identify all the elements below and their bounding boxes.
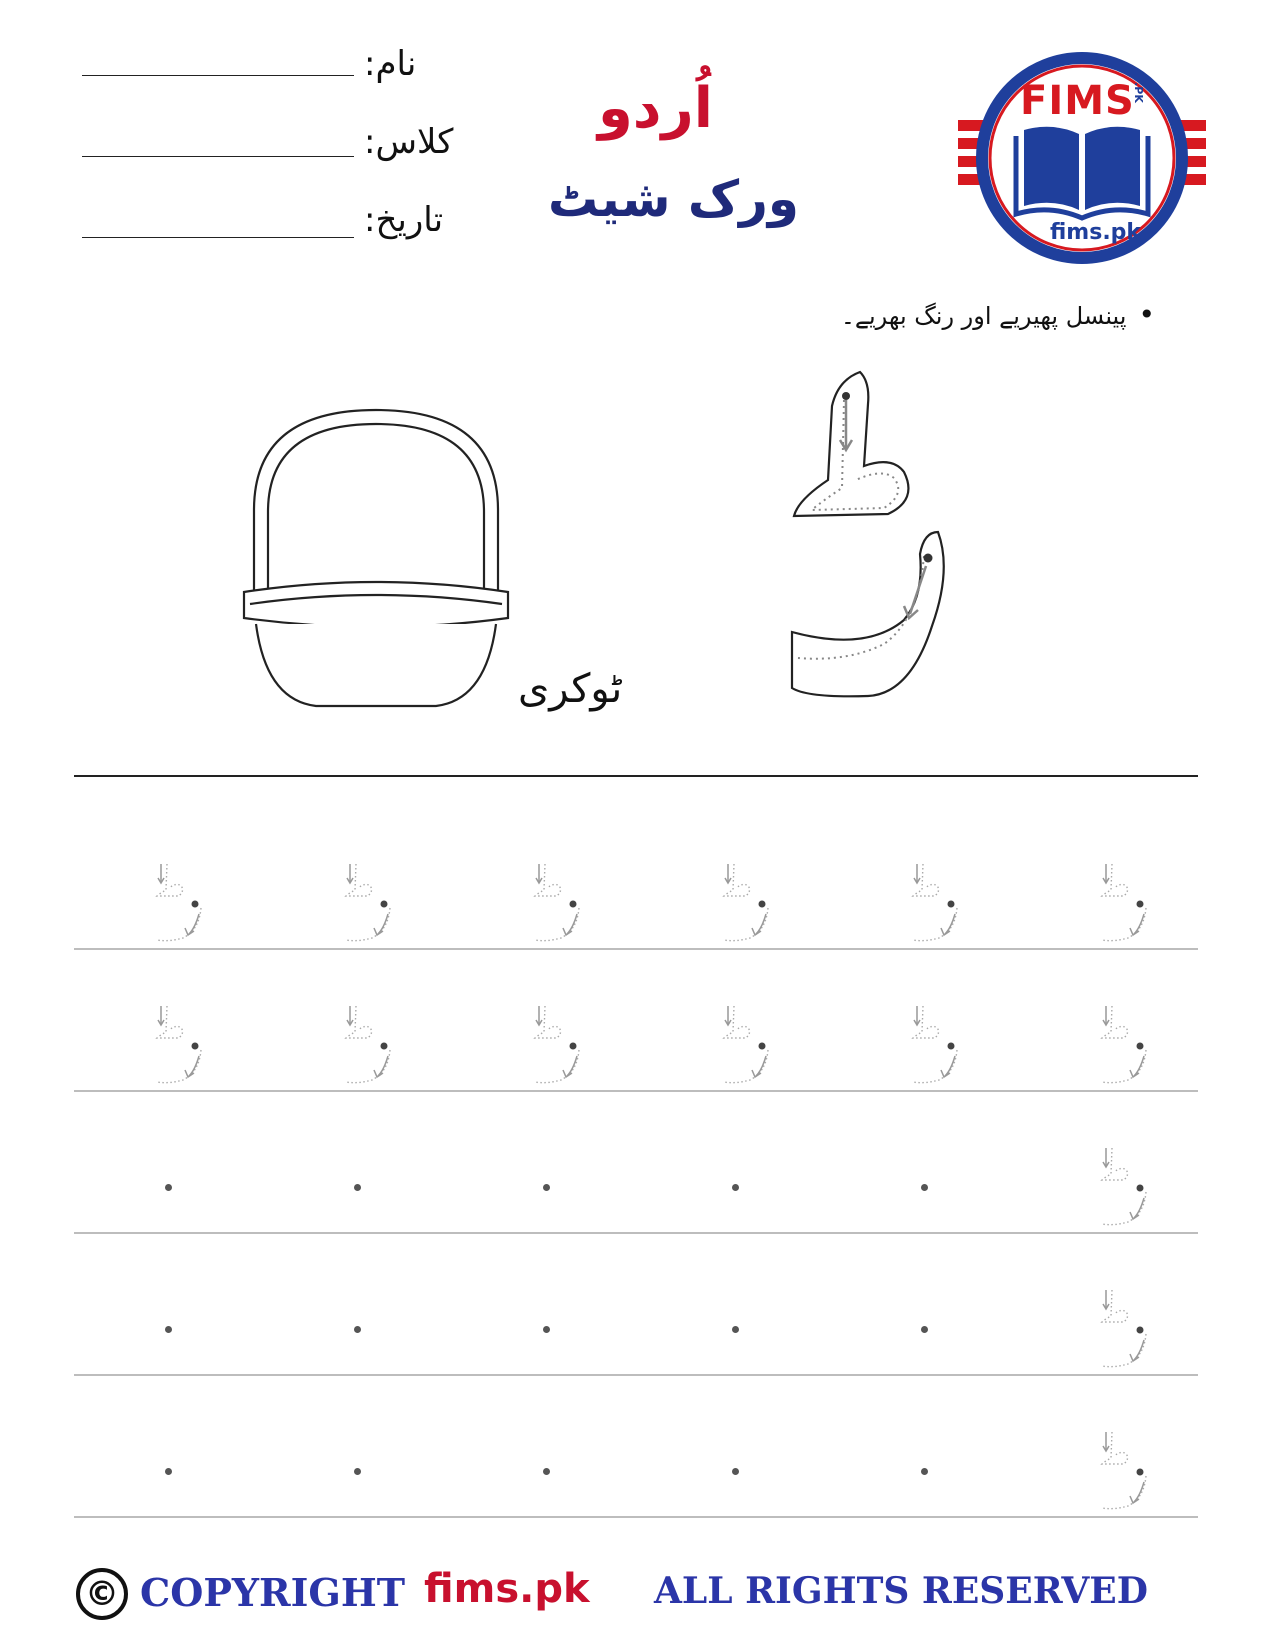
start-dot[interactable] — [354, 1468, 361, 1475]
picture-word: ٹوکری — [518, 666, 623, 712]
section-divider — [74, 775, 1198, 777]
start-dot[interactable] — [921, 1184, 928, 1191]
practice-baseline — [74, 1232, 1198, 1234]
start-dot[interactable] — [543, 1184, 550, 1191]
name-field-line[interactable] — [82, 75, 354, 76]
tracing-guide-icon[interactable] — [905, 1002, 965, 1092]
practice-baseline — [74, 1516, 1198, 1518]
tracing-guide-icon[interactable] — [716, 1002, 776, 1092]
start-dot[interactable] — [732, 1468, 739, 1475]
class-label: کلاس: — [364, 122, 454, 162]
instruction — [841, 298, 1155, 331]
title-urdu: اُردو — [598, 76, 713, 141]
tracing-guide-icon[interactable] — [338, 860, 398, 950]
title-worksheet: ورک شیٹ — [548, 170, 799, 228]
class-field-line[interactable] — [82, 156, 354, 157]
tracing-guide-icon[interactable] — [1094, 1002, 1154, 1092]
tracing-guide-icon[interactable] — [1094, 860, 1154, 950]
start-dot[interactable] — [921, 1468, 928, 1475]
instruction-text: پینسل پھیریے اور رنگ بھریے۔ — [840, 302, 1127, 330]
practice-baseline — [74, 948, 1198, 950]
date-label: تاریخ: — [364, 200, 444, 240]
tracing-guide-icon[interactable] — [1094, 1144, 1154, 1234]
start-dot[interactable] — [165, 1468, 172, 1475]
start-dot[interactable] — [165, 1184, 172, 1191]
tracing-guide-icon[interactable] — [1094, 1286, 1154, 1376]
tracing-guide-icon[interactable] — [1094, 1428, 1154, 1518]
start-dot[interactable] — [354, 1184, 361, 1191]
logo-brand-suffix: .PK — [1131, 82, 1145, 103]
copyright-label: COPYRIGHT — [140, 1570, 406, 1615]
name-label: نام: — [364, 44, 417, 84]
start-dot[interactable] — [543, 1468, 550, 1475]
date-field-line[interactable] — [82, 237, 354, 238]
start-dot[interactable] — [165, 1326, 172, 1333]
basket-icon — [236, 400, 516, 720]
instruction-bullet: • — [1138, 298, 1155, 331]
rights-reserved: ALL RIGHTS RESERVED — [654, 1570, 1148, 1612]
start-dot[interactable] — [921, 1326, 928, 1333]
tracing-guide-icon[interactable] — [149, 860, 209, 950]
tracing-guide-icon[interactable] — [905, 860, 965, 950]
start-dot[interactable] — [732, 1184, 739, 1191]
letter-tau-outline — [788, 370, 958, 720]
logo-site-text: fims.pk — [1050, 220, 1142, 245]
tracing-guide-icon[interactable] — [527, 1002, 587, 1092]
tracing-guide-icon[interactable] — [149, 1002, 209, 1092]
copyright-icon: © — [76, 1568, 128, 1620]
start-dot[interactable] — [354, 1326, 361, 1333]
practice-baseline — [74, 1090, 1198, 1092]
tracing-guide-icon[interactable] — [716, 860, 776, 950]
tracing-guide-icon[interactable] — [527, 860, 587, 950]
start-dot[interactable] — [732, 1326, 739, 1333]
footer-site: fims.pk — [424, 1566, 590, 1612]
fims-logo — [958, 50, 1206, 266]
footer — [76, 1568, 1206, 1622]
start-dot[interactable] — [543, 1326, 550, 1333]
tracing-guide-icon[interactable] — [338, 1002, 398, 1092]
logo-brand-text: FIMS — [1020, 78, 1135, 124]
practice-baseline — [74, 1374, 1198, 1376]
